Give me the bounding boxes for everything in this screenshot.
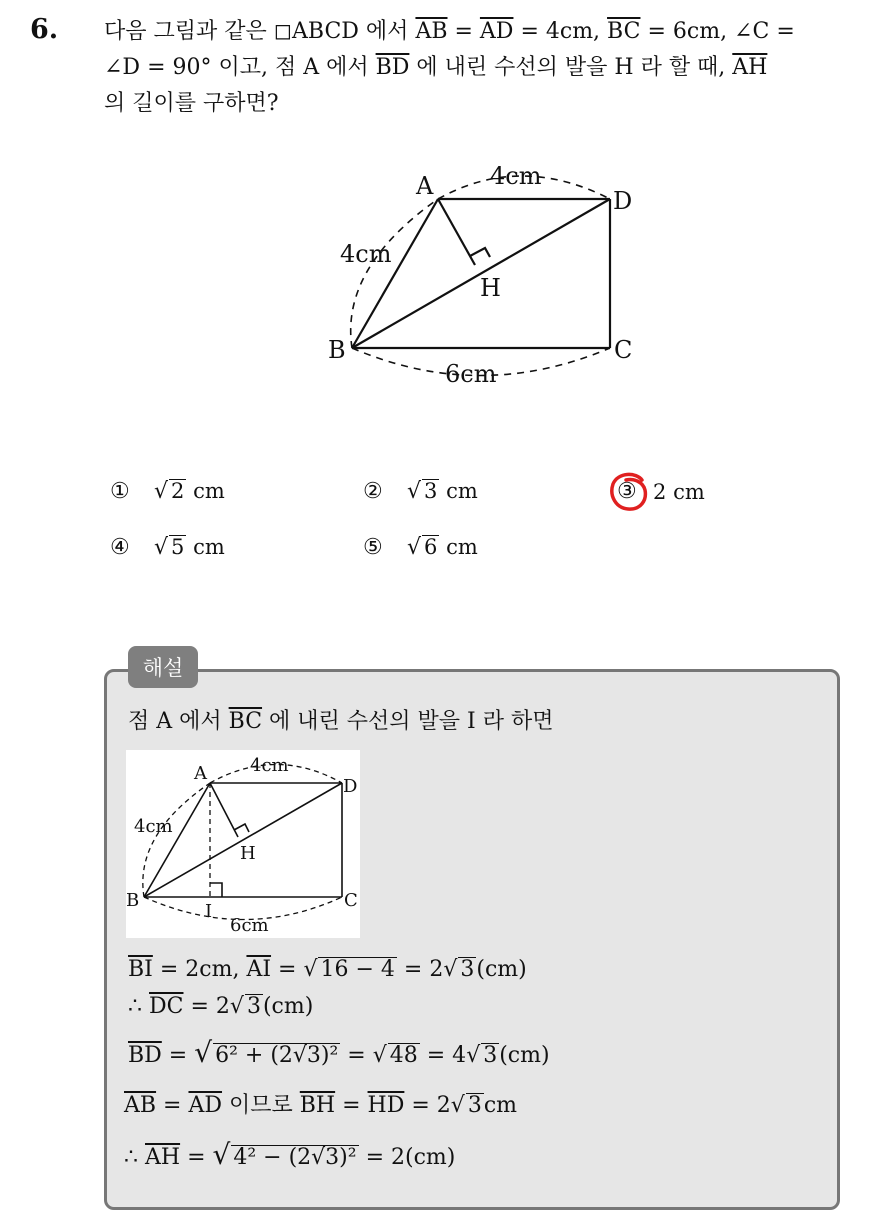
svg-text:A: A — [194, 763, 207, 784]
left-length: 4cm — [340, 240, 392, 268]
label-h: H — [480, 274, 501, 302]
svg-text:4cm: 4cm — [134, 816, 173, 837]
choice-5[interactable]: ⑤ √ 6 cm — [363, 535, 478, 560]
svg-text:4cm: 4cm — [250, 755, 289, 776]
solution-line-5: ∴ $\overline{AH}$ = √ 4² − (2√3)² = 2(cm) — [124, 1138, 456, 1171]
svg-text:B: B — [126, 890, 140, 911]
svg-text:I: I — [205, 901, 213, 922]
solution-line-2: ∴ $\overline{DC} = 2√$ 3(cm) — [128, 994, 314, 1019]
svg-text:C: C — [344, 890, 358, 911]
solution-tag: 해설 — [128, 646, 198, 688]
label-b: B — [328, 336, 346, 364]
solution-line-1: $\overline{BI} = 2cm$, $\overline{AI}$ = √ 16 − 4 = 2√ 3(cm) — [128, 957, 527, 982]
question-figure — [320, 158, 650, 398]
choice-1[interactable]: ① √ 2 cm — [110, 479, 225, 504]
svg-text:6cm: 6cm — [230, 915, 269, 936]
question-number: 6. — [30, 14, 59, 45]
svg-text:H: H — [240, 843, 256, 864]
solution-figure — [126, 750, 360, 938]
question-text: 다음 그림과 같은 ◻ABCD 에서 $\overline{AB} = \overline{AD} = 4cm$, $\overline{BC} = 6cm$, ∠C = ∠D = 90° 이고, 점 A 에서 $\overline{BD}$ 에 내린 수선의 발을 H 라 할 때, $\overline{AH}$ 의 길이를 구하면? — [104, 19, 795, 116]
choice-4[interactable]: ④ √ 5 cm — [110, 535, 225, 560]
selected-answer-mark — [608, 470, 650, 514]
label-c: C — [614, 336, 633, 364]
solution-line-4: $\overline{AB} = \overline{AD}$ 이므로 $\overline{BH} = \overline{HD} = 2√$ 3cm — [124, 1093, 518, 1118]
label-d: D — [613, 187, 633, 215]
bottom-length: 6cm — [445, 360, 497, 388]
svg-text:D: D — [343, 776, 358, 797]
choice-2[interactable]: ② √ 3 cm — [363, 479, 478, 504]
choice-3[interactable]: ③ 2 cm — [617, 479, 705, 504]
solution-line-3: $\overline{BD}$ = √ 6² + (2√3)² = √ 48 = 4√ 3(cm) — [128, 1036, 550, 1069]
top-length: 4cm — [490, 162, 542, 190]
label-a: A — [416, 172, 434, 200]
solution-intro: 점 A 에서 $\overline{BC}$ 에 내린 수선의 발을 I 라 하면 — [128, 709, 554, 734]
